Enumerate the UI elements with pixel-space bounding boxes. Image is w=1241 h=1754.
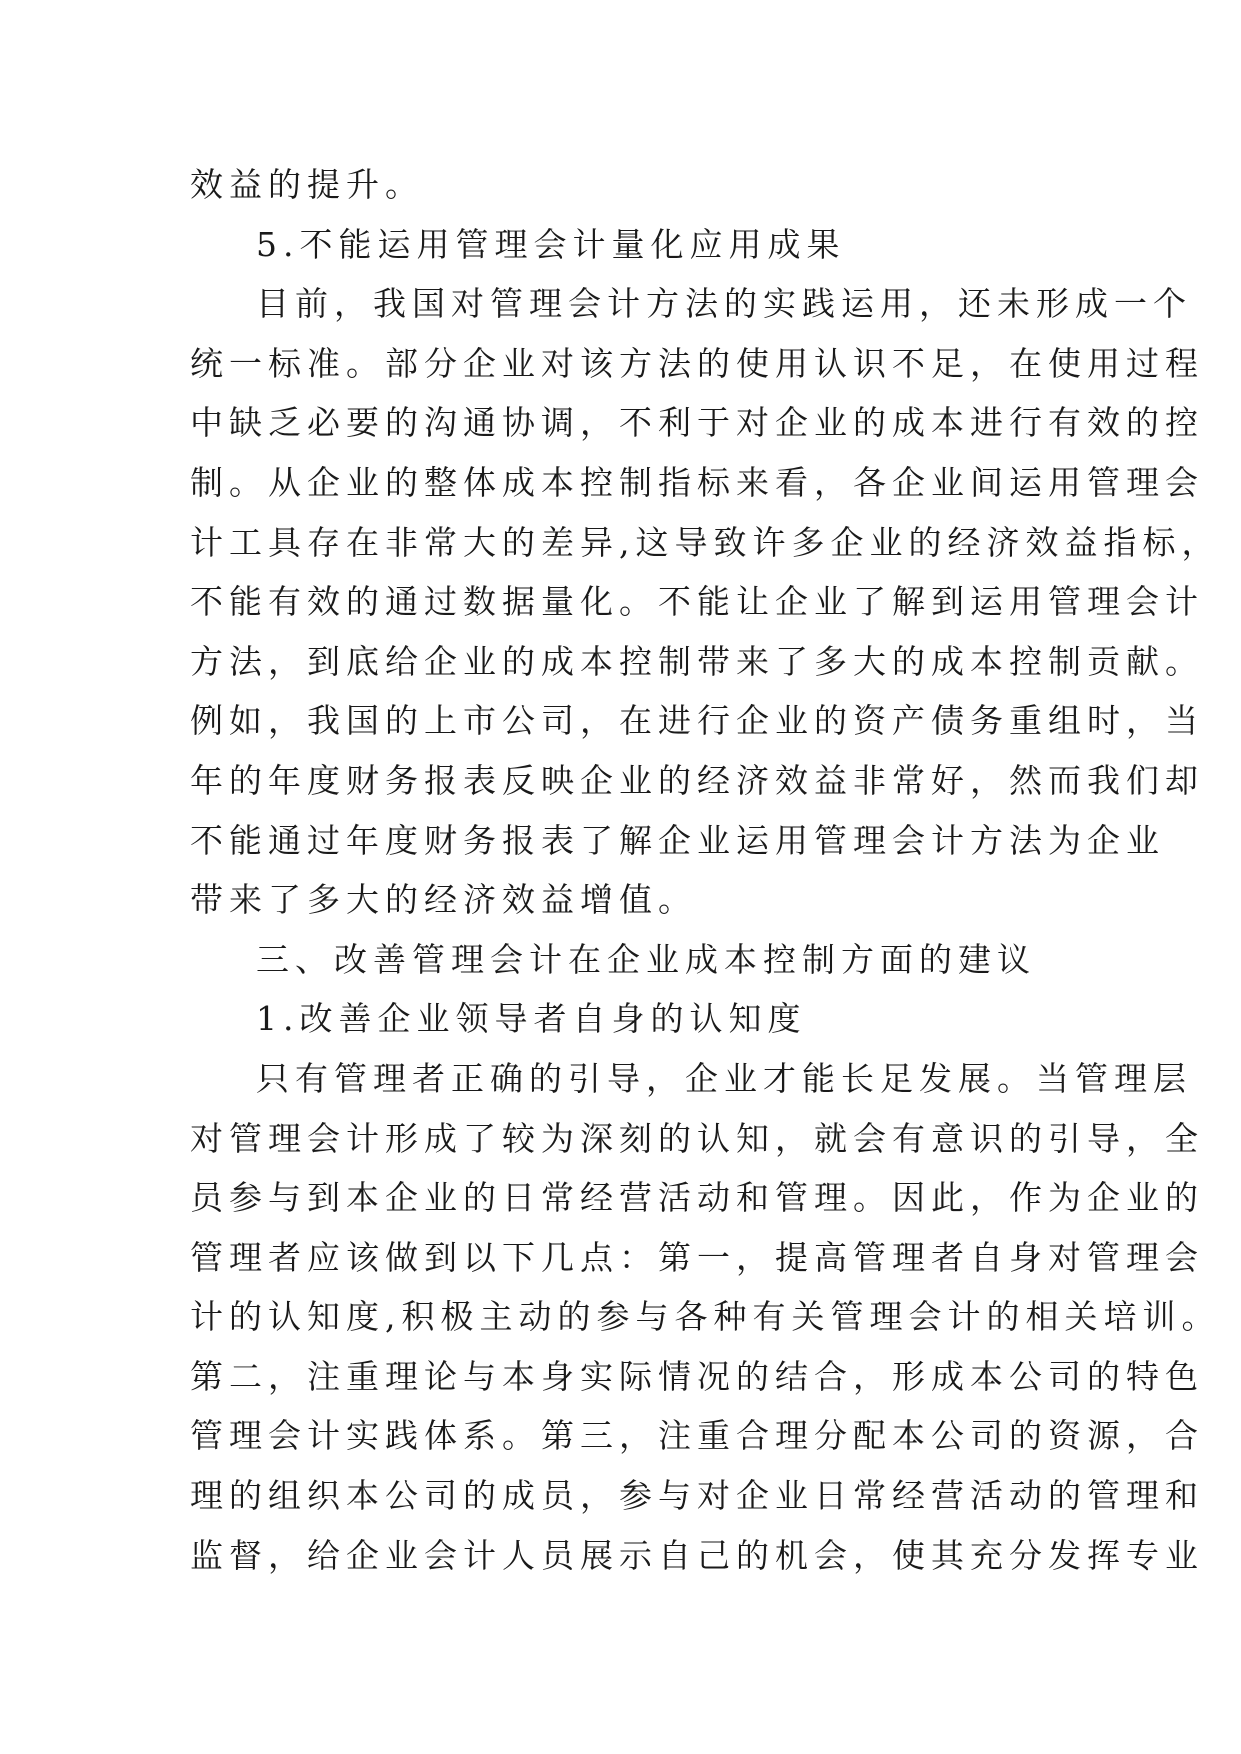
section-heading: 三、改善管理会计在企业成本控制方面的建议 <box>256 939 1036 979</box>
text-line: 计工具存在非常大的差异,这导致许多企业的经济效益指标， <box>190 522 1221 562</box>
text-line: 员参与到本企业的日常经营活动和管理。因此，作为企业的 <box>190 1178 1204 1218</box>
text-line: 方法，到底给企业的成本控制带来了多大的成本控制贡献。 <box>190 641 1204 681</box>
text-line: 年的年度财务报表反映企业的经济效益非常好，然而我们却 <box>190 760 1204 800</box>
text-line: 不能通过年度财务报表了解企业运用管理会计方法为企业 <box>190 820 1165 860</box>
text-line: 计的认知度,积极主动的参与各种有关管理会计的相关培训。 <box>190 1297 1221 1337</box>
text-line: 理的组织本公司的成员，参与对企业日常经营活动的管理和 <box>190 1476 1204 1516</box>
text-line: 不能有效的通过数据量化。不能让企业了解到运用管理会计 <box>190 582 1204 622</box>
text-line: 目前，我国对管理会计方法的实践运用，还未形成一个 <box>256 284 1192 324</box>
text-line: 效益的提升。 <box>190 165 424 204</box>
text-line: 第二，注重理论与本身实际情况的结合，形成本公司的特色 <box>190 1356 1204 1396</box>
body-text <box>190 155 1221 1585</box>
text-line: 管理会计实践体系。第三，注重合理分配本公司的资源，合 <box>190 1416 1204 1456</box>
text-line: 制。从企业的整体成本控制指标来看，各企业间运用管理会 <box>190 462 1204 502</box>
text-line: 统一标准。部分企业对该方法的使用认识不足，在使用过程 <box>190 343 1204 383</box>
text-line: 只有管理者正确的引导，企业才能长足发展。当管理层 <box>256 1058 1192 1098</box>
text-line: 中缺乏必要的沟通协调，不利于对企业的成本进行有效的控 <box>190 403 1204 443</box>
text-line: 监督，给企业会计人员展示自己的机会，使其充分发挥专业 <box>190 1535 1204 1575</box>
text-line: 管理者应该做到以下几点：第一，提高管理者自身对管理会 <box>190 1237 1204 1277</box>
text-line: 带来了多大的经济效益增值。 <box>190 880 697 920</box>
text-line: 例如，我国的上市公司，在进行企业的资产债务重组时，当 <box>190 701 1204 741</box>
subsection-heading: 1.改善企业领导者自身的认知度 <box>256 999 807 1039</box>
section-heading: 5.不能运用管理会计量化应用成果 <box>256 224 846 264</box>
text-line: 对管理会计形成了较为深刻的认知，就会有意识的引导，全 <box>190 1118 1204 1158</box>
